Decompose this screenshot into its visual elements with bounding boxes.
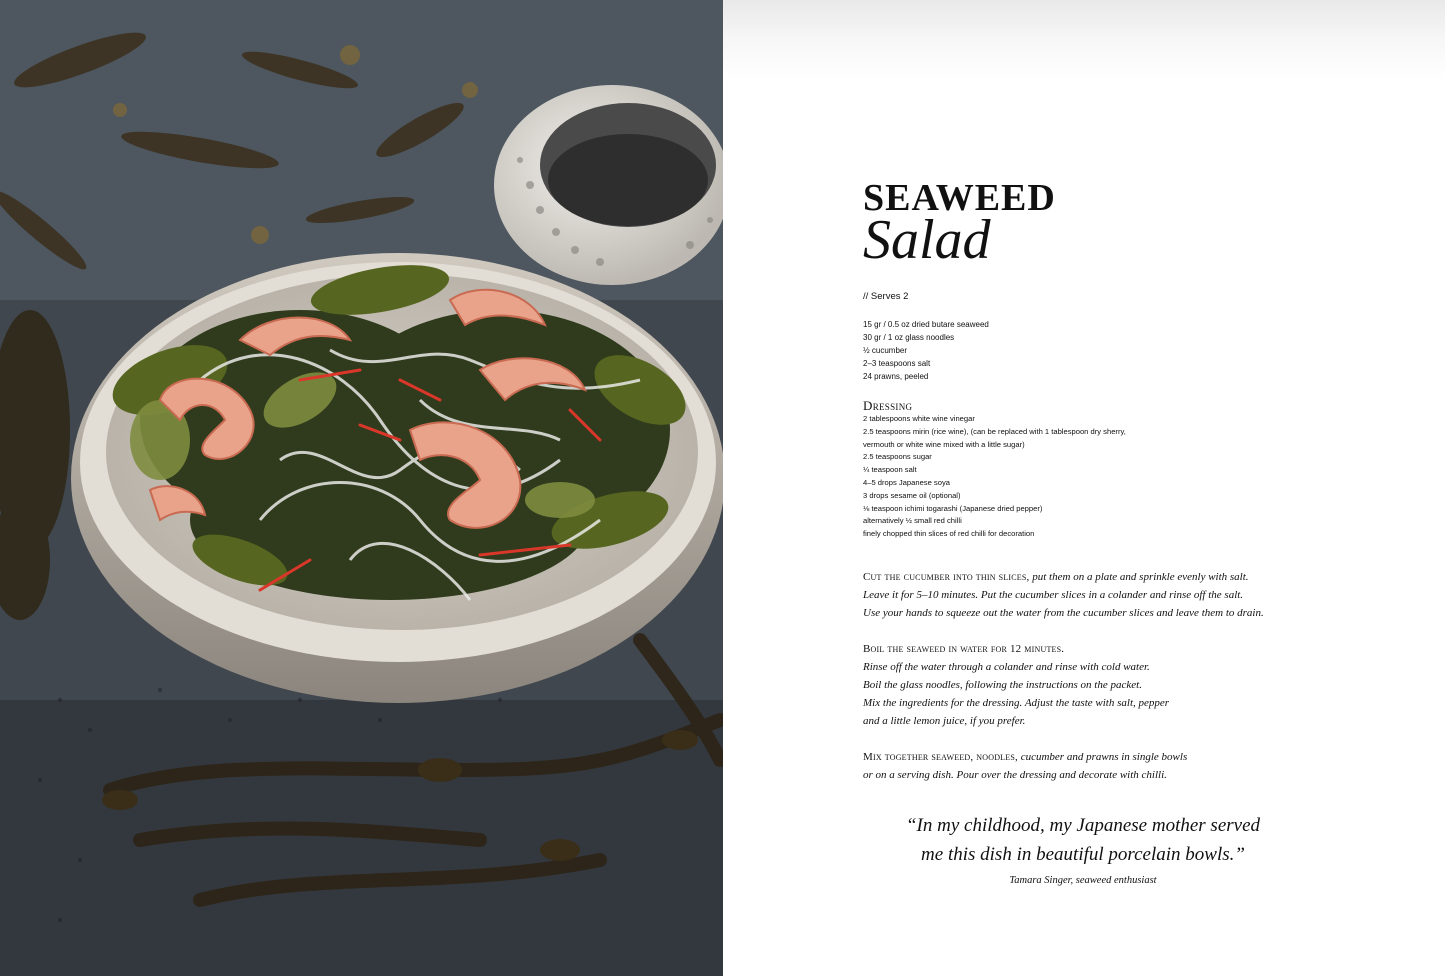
step-text: Boil the glass noodles, following the instructions on the packet. bbox=[863, 679, 1142, 691]
dressing-item: 2.5 teaspoons sugar bbox=[863, 452, 932, 462]
ingredients-list bbox=[863, 318, 989, 383]
serves-label: // Serves 2 bbox=[863, 291, 909, 302]
pull-quote bbox=[893, 811, 1273, 869]
method-step bbox=[863, 748, 1423, 784]
ingredient-item: 24 prawns, peeled bbox=[863, 372, 929, 381]
method-step bbox=[863, 640, 1423, 730]
title-script: Salad bbox=[863, 209, 991, 271]
step-text: and a little lemon juice, if you prefer. bbox=[863, 715, 1026, 727]
step-lead: Boil the seaweed in water for 12 minutes. bbox=[863, 643, 1065, 655]
ingredient-item: 30 gr / 1 oz glass noodles bbox=[863, 333, 955, 342]
dressing-list bbox=[863, 413, 1283, 541]
quote-line: me this dish in beautiful porcelain bowls.” bbox=[921, 844, 1245, 865]
step-text: Leave it for 5–10 minutes. Put the cucumber slices in a colander and rinse off the salt. bbox=[863, 589, 1244, 601]
method-steps bbox=[863, 568, 1423, 802]
ingredient-item: ½ cucumber bbox=[863, 346, 908, 355]
recipe-page bbox=[723, 0, 1445, 976]
dressing-item: finely chopped thin slices of red chilli for decoration bbox=[863, 529, 1035, 539]
dressing-item: vermouth or white wine mixed with a little sugar) bbox=[863, 439, 1025, 449]
dressing-item: 3 drops sesame oil (optional) bbox=[863, 490, 961, 500]
recipe-title bbox=[863, 176, 1056, 271]
ingredient-item: 2–3 teaspoons salt bbox=[863, 359, 931, 368]
step-lead: Mix together seaweed, noodles, bbox=[863, 751, 1018, 763]
quote-line: “In my childhood, my Japanese mother served bbox=[905, 815, 1261, 836]
step-text: Rinse off the water through a colander and rinse with cold water. bbox=[863, 661, 1150, 673]
dressing-item: 2 tablespoons white wine vinegar bbox=[863, 414, 975, 423]
step-text: Use your hands to squeeze out the water from the cucumber slices and leave them to drain. bbox=[863, 607, 1264, 619]
step-text: Mix the ingredients for the dressing. Adjust the taste with salt, pepper bbox=[863, 697, 1170, 709]
dressing-item: alternatively ½ small red chilli bbox=[863, 516, 962, 526]
step-text: cucumber and prawns in single bowls bbox=[1017, 751, 1188, 763]
step-text: or on a serving dish. Pour over the dressing and decorate with chilli. bbox=[863, 769, 1167, 781]
dressing-item: ¼ teaspoon salt bbox=[863, 465, 917, 475]
dressing-item: ⅛ teaspoon ichimi togarashi (Japanese dried pepper) bbox=[863, 503, 1043, 513]
quote-author: Tamara Singer, seaweed enthusiast bbox=[1009, 875, 1157, 886]
ingredient-item: 15 gr / 0.5 oz dried butare seaweed bbox=[863, 320, 989, 329]
dressing-item: 4–5 drops Japanese soya bbox=[863, 477, 950, 487]
step-lead: Cut the cucumber into thin slices, bbox=[863, 571, 1030, 583]
method-step bbox=[863, 568, 1423, 622]
dressing-item: 2.5 teaspoons mirin (rice wine), (can be replaced with 1 tablespoon dry sherry, bbox=[863, 426, 1126, 436]
title-caps: SEAWEED bbox=[863, 177, 1056, 219]
dressing-heading: Dressing bbox=[863, 398, 913, 413]
step-text: put them on a plate and sprinkle evenly with salt. bbox=[1029, 571, 1249, 583]
